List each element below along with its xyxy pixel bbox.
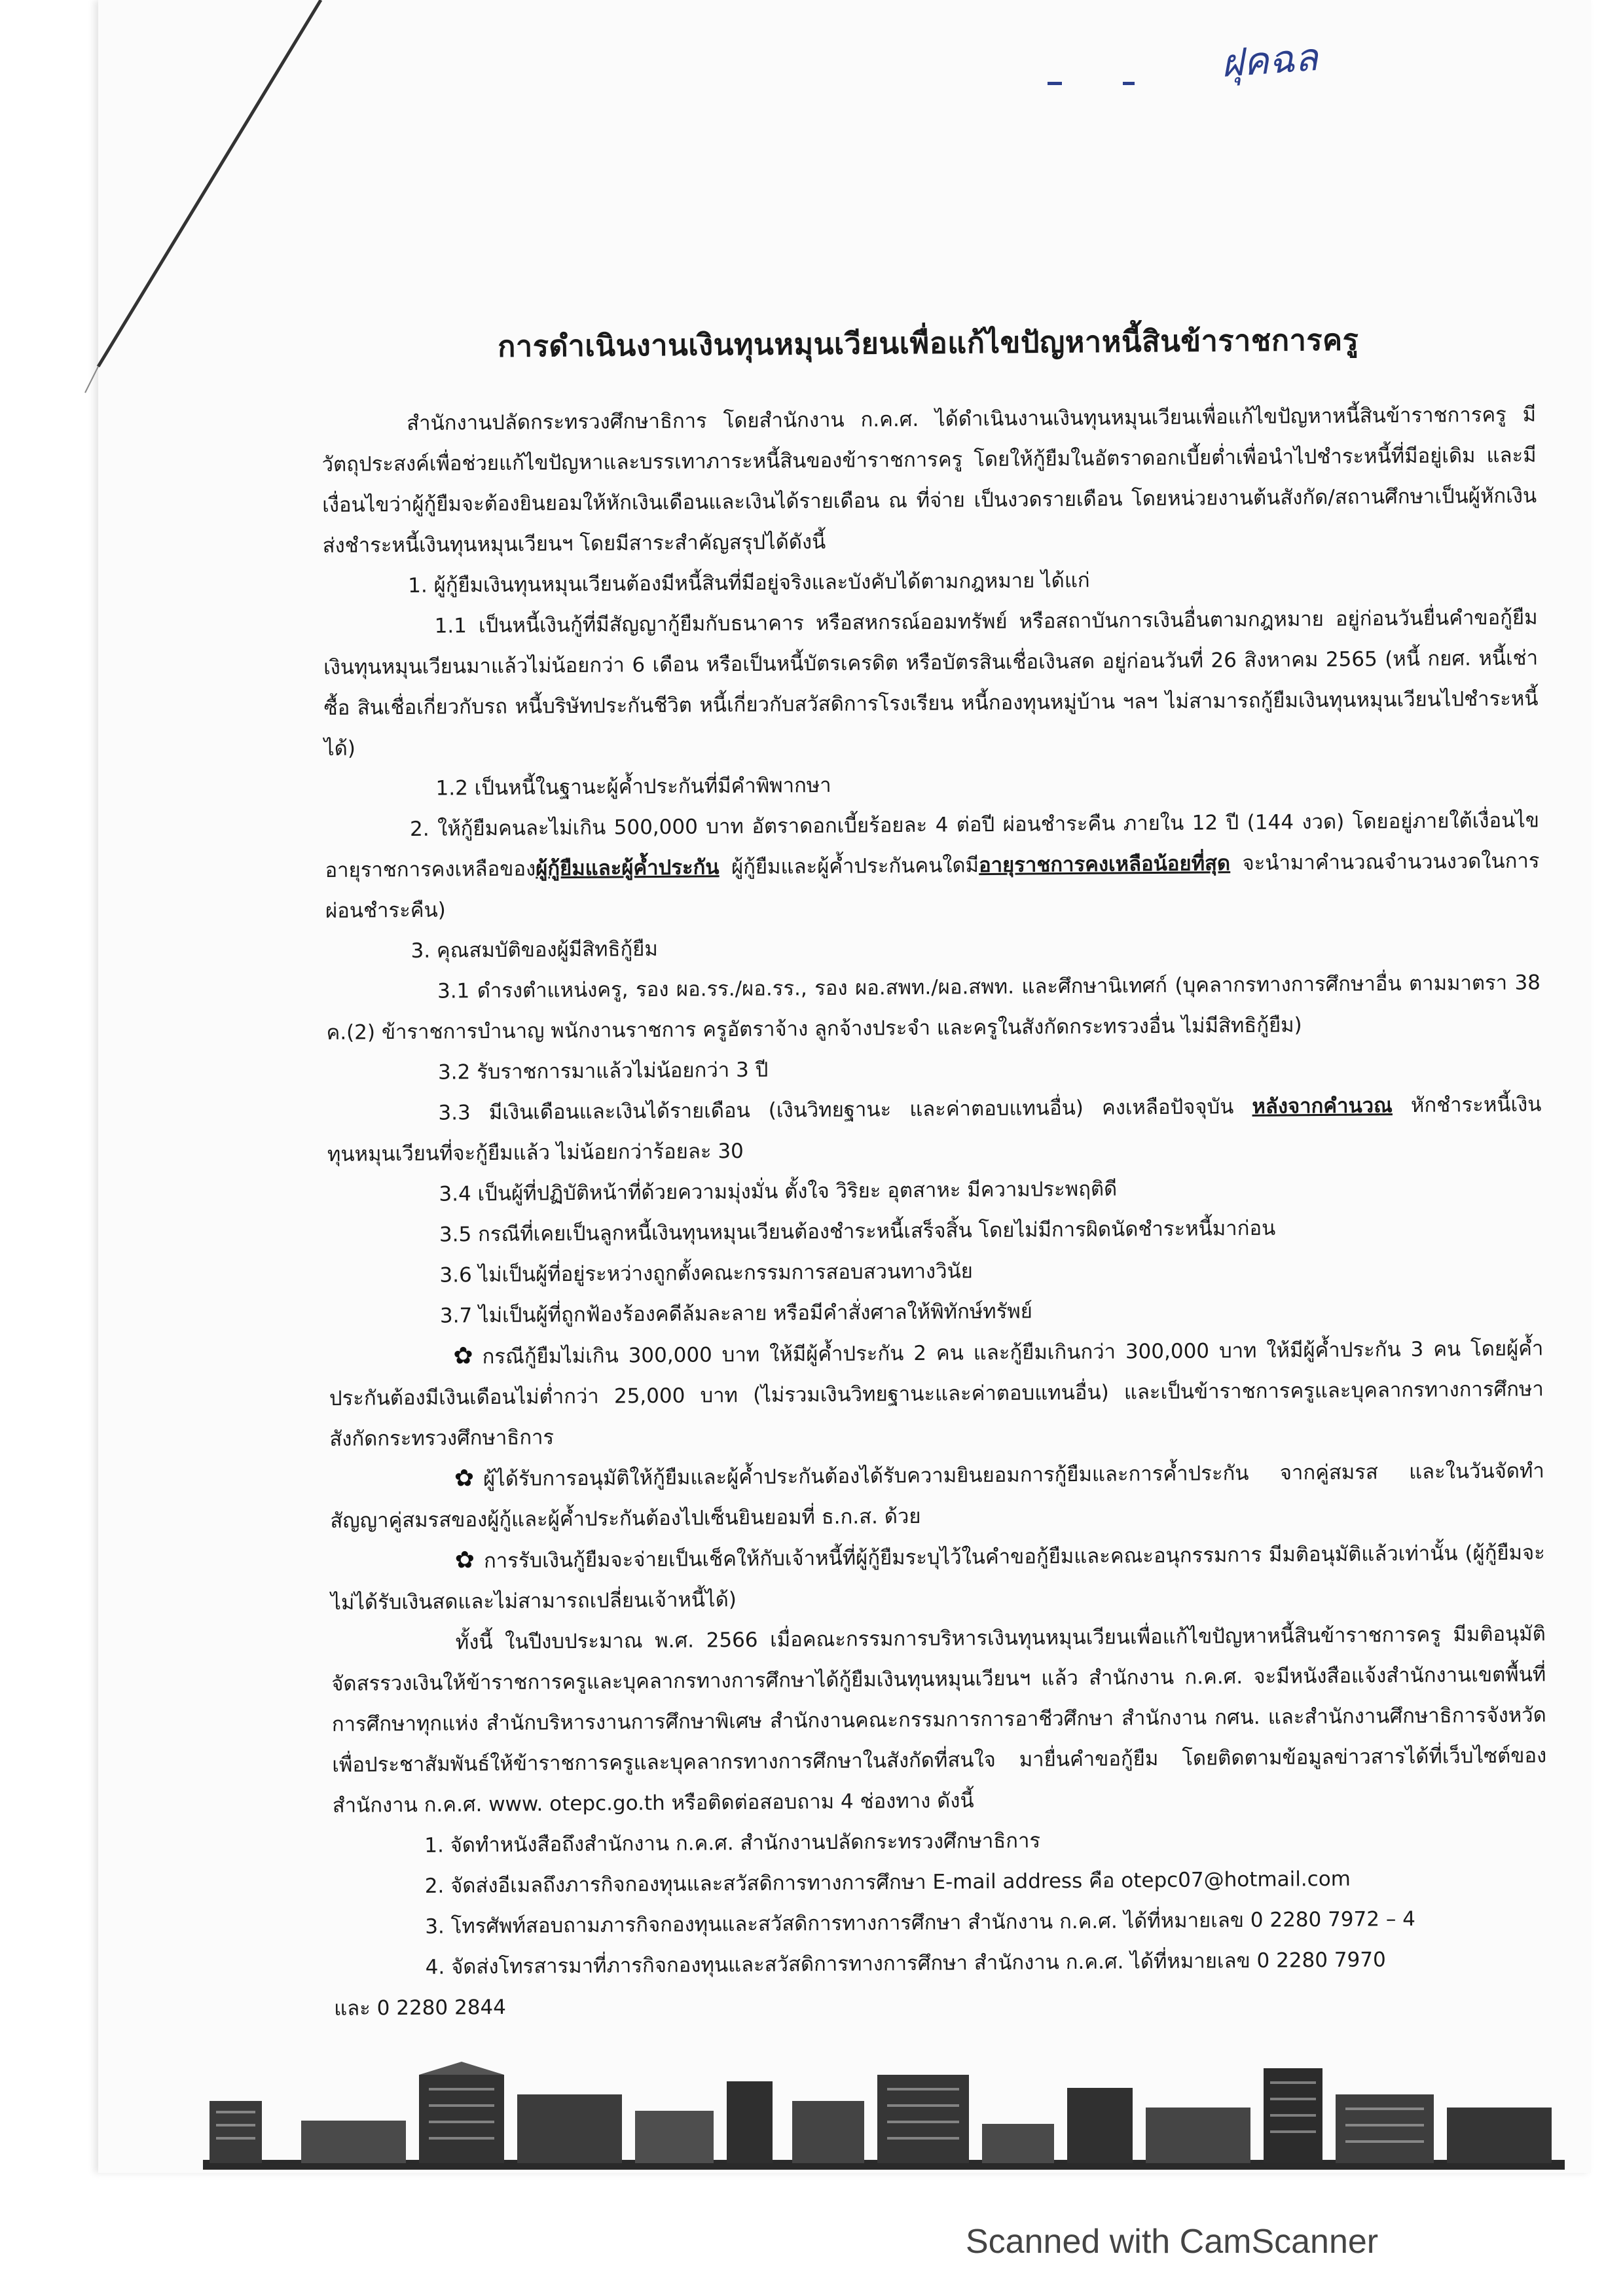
intro-paragraph: สำนักงานปลัดกระทรวงศึกษาธิการ โดยสำนักงาน ก.ค.ศ. ได้ดำเนินงานเงินทุนหมุนเวียนเพื่อแก้ไขปัญหาหนี้สินข้าราชการครู มีวัตถุประสงค์เพื่อช่วยแก้ไขปัญหาและบรรเทาภาระหนี้สินของข้าราชการครู โดยให้กู้ยืมในอัตราดอกเบี้ยต่ำเพื่อนำไปชำระหนี้ที่มีอยู่เดิม และมีเงื่อนไขว่าผู้กู้ยืมจะต้องยินยอมให้หักเงินเดือนและเงินได้รายเดือน ณ ที่จ่าย เป็นงวดรายเดือน โดยหน่วยงานต้นสังกัด/สถานศึกษาเป็นผู้หักเงินส่งชำระหนี้เงินทุนหมุนเวียนฯ โดยมีสาระสำคัญสรุปได้ดังนี้	[321, 403, 1537, 558]
item-1-1: 1.1 เป็นหนี้เงินกู้ที่มีสัญญากู้ยืมกับธนาคาร หรือสหกรณ์ออมทรัพย์ หรือสถาบันการเงินอื่นตามกฎหมาย อยู่ก่อนวันยื่นคำขอกู้ยืมเงินทุนหมุนเวียนมาแล้วไม่น้อยกว่า 6 เดือน หรือเป็นหนี้บัตรเครดิต หรือบัตรสินเชื่อเงินสด อยู่ก่อนวันที่ 26 สิงหาคม 2565 (หนี้ กยศ. หนี้เช่าซื้อ สินเชื่อเกี่ยวกับรถ หนี้บริษัทประกันชีวิต หนี้เกี่ยวกับสวัสดิการโรงเรียน หนี้กองทุนหมู่บ้าน ฯลฯ ไม่สามารถกู้ยืมเงินทุนหมุนเวียนไปชำระหนี้ได้)	[323, 605, 1539, 761]
document-title: การดำเนินงานเงินทุนหมุนเวียนเพื่อแก้ไขปัญหาหนี้สินข้าราชการครู	[497, 322, 1359, 364]
contact-item-2: 2. จัดส่งอีเมลถึงภารกิจกองทุนและสวัสดิการทางการศึกษา E-mail address คือ otepc07@hotmail.com	[424, 1867, 1351, 1898]
item-1: 1. ผู้กู้ยืมเงินทุนหมุนเวียนต้องมีหนี้สินที่มีอยู่จริงและบังคับได้ตามกฎหมาย ได้แก่	[408, 568, 1090, 598]
item-2-text-end: จะนำมาคำนวณจำนวนงวดในการผ่อนชำระคืน)	[325, 849, 1540, 923]
contact-item-4-continued: และ 0 2280 2844	[334, 1995, 507, 2020]
note-spouse-consent	[330, 1450, 1545, 1541]
handwritten-note: ฝุคฉล	[1219, 34, 1320, 86]
pen-mark	[1123, 82, 1135, 85]
closing-paragraph: ทั้งนี้ ในปีงบประมาณ พ.ศ. 2566 เมื่อคณะกรรมการบริหารเงินทุนหมุนเวียนเพื่อแก้ไขปัญหาหนี้สินข้าราชการครู มีมติอนุมัติจัดสรรวงเงินให้ข้าราชการครูและบุคลากรทางการศึกษาได้กู้ยืมเงินทุนหมุนเวียนฯ แล้ว สำนักงาน ก.ค.ศ. จะมีหนังสือแจ้งสำนักงานเขตพื้นที่การศึกษาทุกแห่ง สำนักบริหารงานการศึกษาพิเศษ สำนักงานคณะกรรมการการอาชีวศึกษา สำนักงาน กศน. และสำนักงานศึกษาธิการจังหวัด เพื่อประชาสัมพันธ์ให้ข้าราชการครูและบุคลากรทางการศึกษาในสังกัดที่สนใจ มายื่นคำขอกู้ยืม โดยติดตามข้อมูลข่าวสารได้ที่เว็บไซต์ของสำนักงาน ก.ค.ศ. www. otepc.go.th หรือติดต่อสอบถาม 4 ช่องทาง ดังนี้	[331, 1622, 1547, 1818]
item-2-text: 2. ให้กู้ยืมคนละไม่เกิน 500,000 บาท อัตราดอกเบี้ยร้อยละ 4 ต่อปี ผ่อนชำระคืน ภายใน 12 ปี (144 งวด) โดยอยู่ภายใต้เงื่อนไขอายุราชการคงเหลือของ	[325, 808, 1540, 882]
item-3-3	[327, 1084, 1542, 1175]
flower-bullet-icon: ✿	[454, 1465, 475, 1492]
pen-mark	[1048, 82, 1062, 85]
item-3-7: 3.7 ไม่เป็นผู้ที่ถูกฟ้องร้องคดีล้มละลาย หรือมีคำสั่งศาลให้พิทักษ์ทรัพย์	[439, 1299, 1033, 1328]
item-1-2: 1.2 เป็นหนี้ในฐานะผู้ค้ำประกันที่มีคำพิพากษา	[435, 773, 831, 800]
note-spouse-consent-text: ผู้ได้รับการอนุมัติให้กู้ยืมและผู้ค้ำประกันต้องได้รับความยินยอมการกู้ยืมและการค้ำประกัน จากคู่สมรส และในวันจัดทำสัญญาคู่สมรสของผู้กู้และผู้ค้ำประกันต้องไปเซ็นยินยอมที่ ธ.ก.ส. ด้วย	[330, 1459, 1544, 1533]
contact-item-4: 4. จัดส่งโทรสารมาที่ภารกิจกองทุนและสวัสดิการทางการศึกษา สำนักงาน ก.ค.ศ. ได้ที่หมายเลข 0 2280 7970	[425, 1948, 1386, 1979]
item-3-6: 3.6 ไม่เป็นผู้ที่อยู่ระหว่างถูกตั้งคณะกรรมการสอบสวนทางวินัย	[439, 1259, 974, 1287]
item-3-3-underline: หลังจากคำนวณ	[1252, 1094, 1393, 1119]
note-cheque-payment	[331, 1532, 1546, 1623]
item-3-2: 3.2 รับราชการมาแล้วไม่น้อยกว่า 3 ปี	[437, 1058, 769, 1085]
item-3-5: 3.5 กรณีที่เคยเป็นลูกหนี้เงินทุนหมุนเวียนต้องชำระหนี้เสร็จสิ้น โดยไม่มีการผิดนัดชำระหนี้มาก่อน	[439, 1216, 1276, 1247]
item-2-underline-remaining-service: อายุราชการคงเหลือน้อยที่สุด	[978, 852, 1231, 878]
item-2-text-mid: ผู้กู้ยืมและผู้ค้ำประกันคนใดมี	[719, 853, 979, 880]
document-body	[321, 314, 1548, 2028]
flower-bullet-icon: ✿	[453, 1342, 473, 1370]
item-3-4: 3.4 เป็นผู้ที่ปฏิบัติหน้าที่ด้วยความมุ่งมั่น ตั้งใจ วิริยะ อุตสาหะ มีความประพฤติดี	[439, 1177, 1118, 1206]
note-guarantors	[329, 1327, 1544, 1460]
note-guarantors-text: กรณีกู้ยืมไม่เกิน 300,000 บาท ให้มีผู้ค้ำประกัน 2 คน และกู้ยืมเกินกว่า 300,000 บาท ให้มีผู้ค้ำประกัน 3 คน โดยผู้ค้ำประกันต้องมีเงินเดือนไม่ต่ำกว่า 25,000 บาท (ไม่รวมเงินวิทยฐานะและค่าตอบแทนอื่น) และเป็นข้าราชการครูและบุคลากรทางการศึกษา สังกัดกระทรวงศึกษาธิการ	[329, 1336, 1544, 1451]
note-cheque-payment-text: การรับเงินกู้ยืมจะจ่ายเป็นเช็คให้กับเจ้าหนี้ที่ผู้กู้ยืมระบุไว้ในคำขอกู้ยืมและคณะอนุกรรมการ มีมติอนุมัติแล้วเท่านั้น (ผู้กู้ยืมจะไม่ได้รับเงินสดและไม่สามารถเปลี่ยนเจ้าหนี้ได้)	[331, 1541, 1545, 1615]
contact-item-3: 3. โทรศัพท์สอบถามภารกิจกองทุนและสวัสดิการทางการศึกษา สำนักงาน ก.ค.ศ. ได้ที่หมายเลข 0 2280 7972 – 4	[425, 1907, 1416, 1939]
item-2-underline-borrowers: ผู้กู้ยืมและผู้ค้ำประกัน	[536, 855, 720, 881]
city-skyline-footer-image	[203, 2062, 1565, 2170]
item-2	[325, 800, 1540, 931]
scanner-watermark: Scanned with CamScanner	[966, 2223, 1379, 2261]
item-3: 3. คุณสมบัติของผู้มีสิทธิกู้ยืม	[410, 937, 658, 963]
item-3-1: 3.1 ดำรงตำแหน่งครู, รอง ผอ.รร./ผอ.รร., รอง ผอ.สพท./ผอ.สพท. และศึกษานิเทศก์ (บุคลากรทางการศึกษาอื่น ตามมาตรา 38 ค.(2) ข้าราชการบำนาญ พนักงานราชการ ครูอัตราจ้าง ลูกจ้างประจำ และครูในสังกัดกระทรวงอื่น ไม่มีสิทธิกู้ยืม)	[326, 971, 1541, 1045]
contact-item-1: 1. จัดทำหนังสือถึงสำนักงาน ก.ค.ศ. สำนักงานปลัดกระทรวงศึกษาธิการ	[424, 1829, 1041, 1857]
item-3-3-text: 3.3 มีเงินเดือนและเงินได้รายเดือน (เงินวิทยฐานะ และค่าตอบแทนอื่น) คงเหลือปัจจุบัน	[438, 1094, 1252, 1125]
flower-bullet-icon: ✿	[454, 1547, 475, 1574]
item-3-3-text-end: หักชำระหนี้เงินทุนหมุนเวียนที่จะกู้ยืมแล้ว ไม่น้อยกว่าร้อยละ 30	[327, 1092, 1542, 1166]
